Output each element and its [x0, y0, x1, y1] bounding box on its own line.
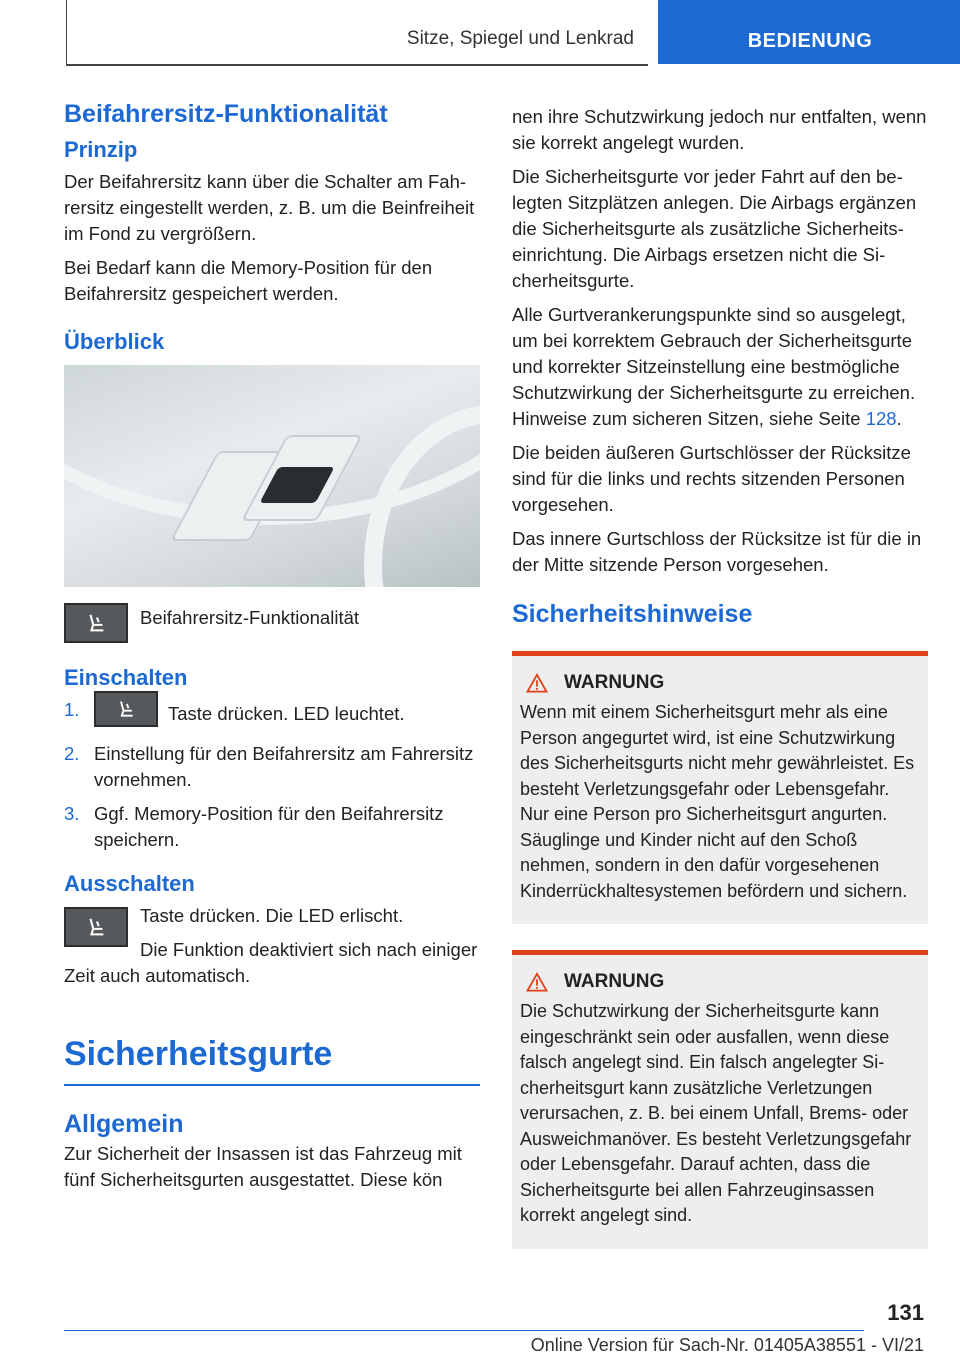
- right-column: [512, 104, 928, 1263]
- photo-caption: [64, 603, 480, 643]
- header-section-title: Sitze, Spiegel und Lenkrad: [406, 28, 634, 49]
- seat-button-icon: [64, 603, 128, 643]
- warning-title: WARNUNG: [526, 971, 920, 993]
- steps-list: [64, 697, 480, 853]
- paragraph-right-3: Alle Gurtverankerungspunkte sind so ausgelegt, um bei korrektem Gebrauch der Sicherheitsgurte und korrekter Sitzeinstellung eine bestmögliche Schutzwirkung der Sicherheitsgurte zu erreichen. Hinweise zum sicheren Sitzen, siehe Seite 128.: [512, 304, 916, 429]
- section-title-beifahrersitz: Beifahrersitz-Funktionalität: [64, 100, 388, 128]
- step-number: 2.: [64, 743, 80, 764]
- heading-sicherheitshinweise: Sicherheitshinweise: [512, 600, 753, 628]
- warning-triangle-icon: [526, 972, 548, 992]
- paragraph-prinzip-2: Bei Bedarf kann die Memory-Position für den Beifahrersitz gespeichert werden.: [64, 257, 433, 304]
- footer-rule: [64, 1330, 864, 1331]
- seat-switch-photo: [64, 365, 480, 587]
- paragraph-allgemein: Zur Sicherheit der Insassen ist das Fahrzeug mit fünf Sicherheitsgurten ausgestattet. Diese kön: [64, 1143, 462, 1190]
- footer-online-version: Online Version für Sach-Nr. 01405A38551 - VI/21: [530, 1335, 924, 1355]
- left-column: [64, 100, 480, 1201]
- warning-text-1: Wenn mit einem Sicherheitsgurt mehr als eine Person angegurtet wird, ist eine Schutzwirkung des Sicherheitsgurts nicht mehr gewährleistet. Es besteht Verletzungsgefahr oder Lebensgefahr. Nur eine Person pro Sicherheitsgurt angurten. Säuglinge und Kinder nicht auf den Schoß nehmen, sondern in den dafür vorgesehenen Kinderrückhaltesystemen befördern und sichern.: [520, 702, 915, 901]
- warning-triangle-icon: [526, 673, 548, 693]
- heading-einschalten: Einschalten: [64, 665, 188, 690]
- step-number: 1.: [64, 699, 80, 720]
- step-text: Taste drücken. LED leuchtet.: [168, 702, 405, 724]
- warning-box-1: [512, 651, 928, 924]
- heading-prinzip: Prinzip: [64, 137, 138, 162]
- page-footer: [64, 1300, 928, 1356]
- page-header: [66, 0, 960, 66]
- heading-ausschalten: Ausschalten: [64, 871, 195, 896]
- paragraph-right-4: Die beiden äußeren Gurtschlösser der Rücksitze sind für die links und rechts sitzenden Personen vorgesehen.: [512, 442, 911, 515]
- step-number: 3.: [64, 803, 80, 824]
- list-item: [64, 741, 480, 793]
- ausschalten-block: [64, 903, 480, 989]
- page-link-128[interactable]: 128: [865, 408, 897, 429]
- paragraph-right-5: Das innere Gurtschloss der Rücksitze ist für die in der Mitte sitzende Person vorgesehen.: [512, 528, 922, 575]
- paragraph-right-1: nen ihre Schutzwirkung jedoch nur entfalten, wenn sie korrekt angelegt wurden.: [512, 106, 927, 153]
- seat-button-icon: [94, 691, 158, 727]
- warning-title: WARNUNG: [526, 672, 920, 694]
- page-number: 131: [887, 1300, 924, 1325]
- list-item: [64, 801, 480, 853]
- seat-button-icon: [64, 907, 128, 947]
- header-rule-bottom: [66, 64, 648, 66]
- caption-text: Beifahrersitz-Funktionalität: [140, 607, 360, 628]
- heading-ueberblick: Überblick: [64, 329, 165, 354]
- paragraph-ausschalten-2: Die Funktion deaktiviert sich nach einiger Zeit auch automatisch.: [64, 939, 478, 986]
- paragraph-prinzip-1: Der Beifahrersitz kann über die Schalter am Fahrersitz eingestellt werden, z. B. um die Beinfreiheit im Fond zu vergrößern.: [64, 171, 475, 244]
- chapter-title-sicherheitsgurte: Sicherheitsgurte: [64, 1035, 480, 1086]
- header-chapter-tab: BEDIENUNG: [658, 0, 960, 64]
- paragraph-ausschalten-1: Taste drücken. Die LED erlischt.: [140, 905, 404, 926]
- heading-allgemein: Allgemein: [64, 1110, 184, 1138]
- paragraph-right-2: Die Sicherheitsgurte vor jeder Fahrt auf den belegten Sitzplätzen anlegen. Die Airbags ergänzen die Sicherheitsgurte als zusätzliche Sicherheitseinrichtung. Die Airbags ersetzen nicht die Sicherheitsgurte.: [512, 166, 917, 291]
- step-text: Einstellung für den Beifahrersitz am Fahrersitz vornehmen.: [94, 743, 474, 790]
- list-item: [64, 697, 480, 733]
- warning-box-2: [512, 950, 928, 1249]
- warning-text-2: Die Schutzwirkung der Sicherheitsgurte kann eingeschränkt sein oder ausfallen, wenn diese falsch angelegt sind. Ein falsch angelegter Sicherheitsgurt kann zusätzliche Verletzungen verursachen, z. B. bei einem Unfall, Brems- oder Ausweichmanöver. Es besteht Verletzungsgefahr oder Lebensgefahr. Darauf achten, dass die Sicherheitsgurte bei allen Fahrzeuginsassen korrekt angelegt sind.: [520, 1001, 912, 1225]
- step-text: Ggf. Memory-Position für den Beifahrersitz speichern.: [94, 803, 444, 850]
